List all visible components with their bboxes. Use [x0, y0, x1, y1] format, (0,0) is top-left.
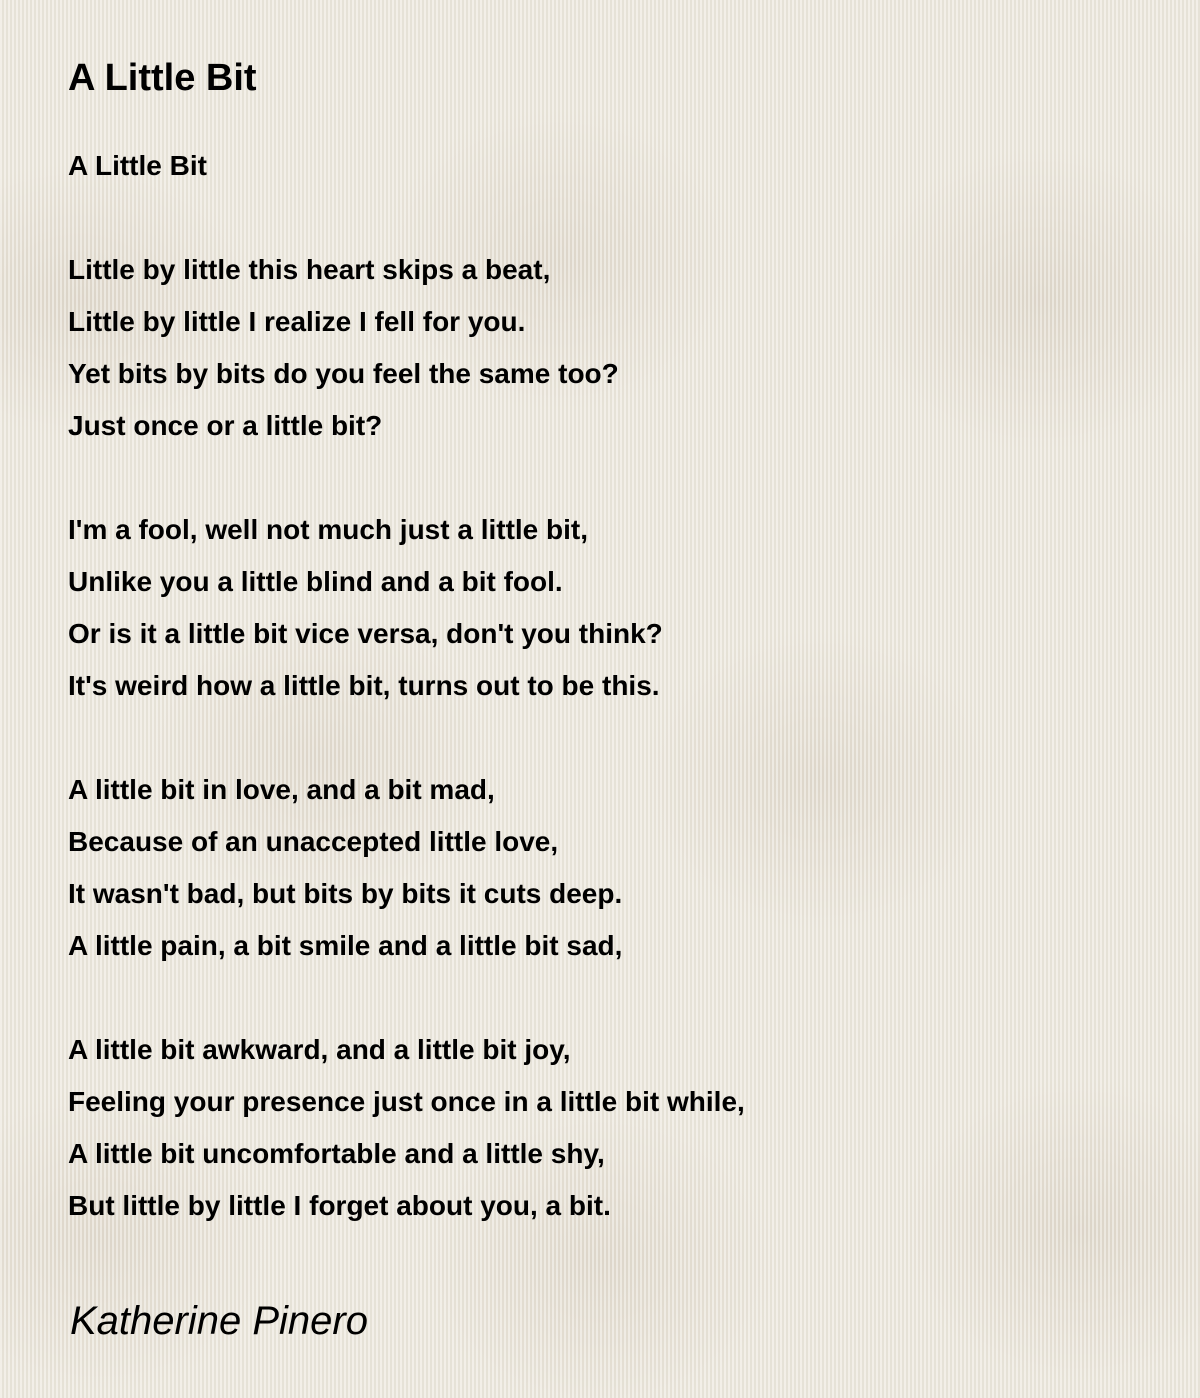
poem-line: Or is it a little bit vice versa, don't you think?: [68, 618, 663, 649]
poem-line: A little bit in love, and a bit mad,: [68, 774, 495, 805]
poem-line: Little by little this heart skips a beat,: [68, 254, 551, 285]
stanza-2: [68, 504, 1160, 712]
poem-line: It wasn't bad, but bits by bits it cuts deep.: [68, 878, 623, 909]
poem-line: A little bit awkward, and a little bit joy,: [68, 1034, 571, 1065]
stanza-3: [68, 764, 1160, 972]
stanza-4: [68, 1024, 1160, 1232]
stanza-gap: [68, 452, 1160, 504]
stanza-gap: [68, 192, 1160, 244]
poem-line: Because of an unaccepted little love,: [68, 826, 559, 857]
poem-line: Little by little I realize I fell for you.: [68, 306, 526, 337]
poem-title: A Little Bit: [68, 57, 257, 99]
poem-author: Katherine Pinero: [70, 1299, 368, 1343]
poem-line: A little pain, a bit smile and a little bit sad,: [68, 930, 623, 961]
poem-line: Just once or a little bit?: [68, 410, 383, 441]
stanza-gap: [68, 972, 1160, 1024]
poem-line: Unlike you a little blind and a bit fool.: [68, 566, 563, 597]
poem-body: [68, 140, 1160, 1232]
stanza-gap: [68, 712, 1160, 764]
poem-line: Yet bits by bits do you feel the same too?: [68, 358, 619, 389]
poem-line: I'm a fool, well not much just a little bit,: [68, 514, 589, 545]
poem-subtitle: A Little Bit: [68, 150, 207, 181]
poem-line: Feeling your presence just once in a little bit while,: [68, 1086, 745, 1117]
stanza-1: [68, 244, 1160, 452]
poem-line: A little bit uncomfortable and a little shy,: [68, 1138, 605, 1169]
poem-content: [68, 50, 1160, 1232]
poem-line: It's weird how a little bit, turns out to be this.: [68, 670, 660, 701]
poem-line: But little by little I forget about you, a bit.: [68, 1190, 611, 1221]
